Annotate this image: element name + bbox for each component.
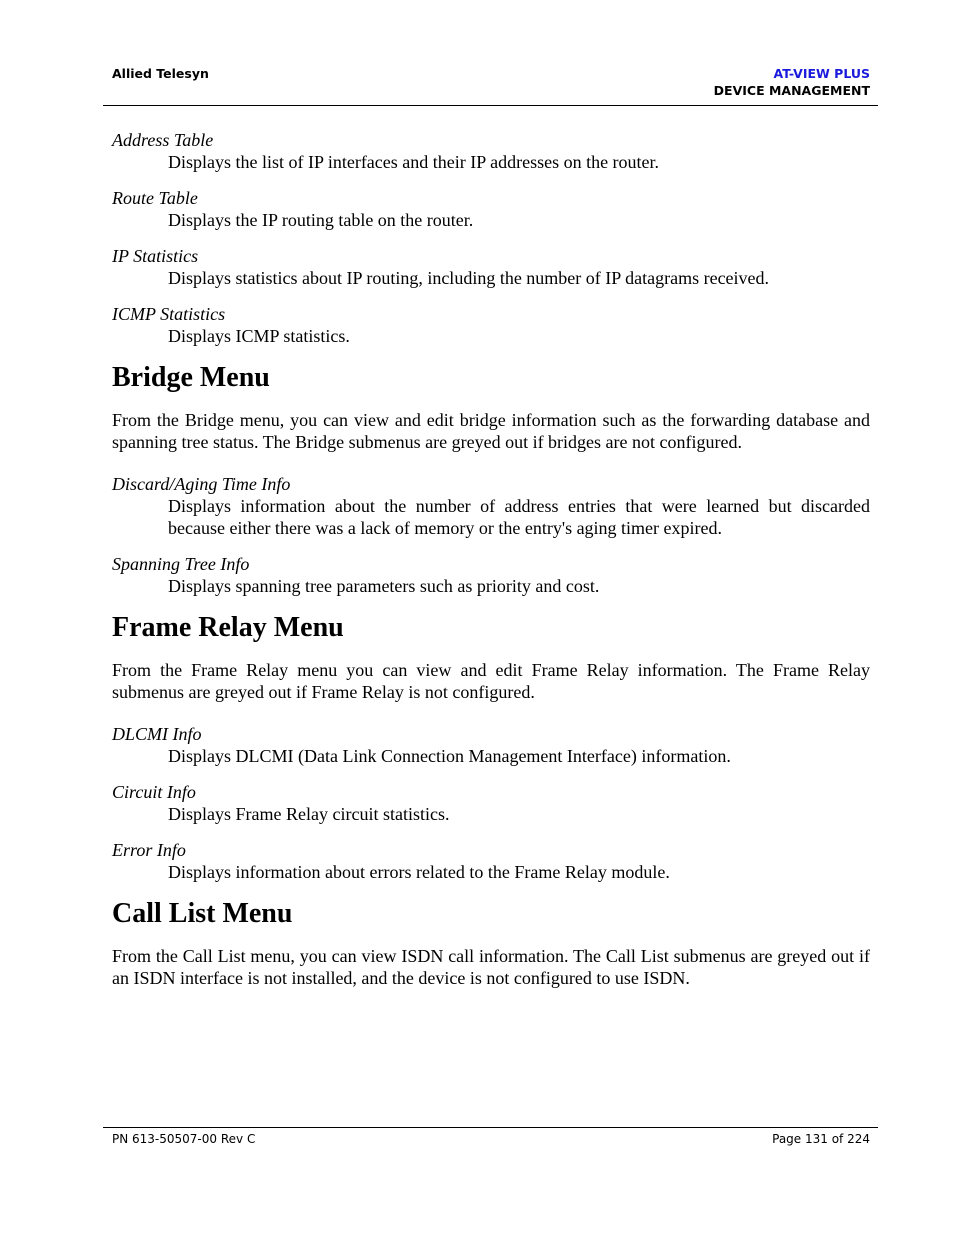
entry-term: Route Table [112,188,198,208]
page-number: Page 131 of 224 [772,1132,870,1146]
bridge-menu-intro: From the Bridge menu, you can view and edit bridge information such as the forwarding database and spanning tree status. The Bridge submenus are greyed out if bridges are not configured. [112,410,870,452]
definition-entry [112,303,870,347]
bridge-menu-heading: Bridge Menu [112,362,270,393]
page-content [112,129,870,1009]
entry-term: Error Info [112,840,186,860]
entry-term: IP Statistics [112,246,199,266]
entry-description: Displays statistics about IP routing, including the number of IP datagrams received. [168,268,770,288]
entry-term: ICMP Statistics [112,304,226,324]
definition-entry [112,781,870,825]
entry-term: Spanning Tree Info [112,554,250,574]
page-footer [103,1127,878,1146]
frame-relay-menu-heading: Frame Relay Menu [112,612,344,643]
product-name: AT-VIEW PLUS [773,66,870,81]
definition-entry [112,839,870,883]
definition-entry [112,245,870,289]
section-name: DEVICE MANAGEMENT [713,83,870,98]
call-list-menu-heading: Call List Menu [112,898,293,929]
call-list-menu-intro: From the Call List menu, you can view ISDN call information. The Call List submenus are greyed out if an ISDN interface is not installed, and the device is not configured to use ISDN. [112,946,870,988]
entry-description: Displays ICMP statistics. [168,326,350,346]
definition-entry [112,553,870,597]
definition-entry [112,187,870,231]
entry-description: Displays the list of IP interfaces and their IP addresses on the router. [168,152,660,172]
definition-entry [112,723,870,767]
part-number: PN 613-50507-00 Rev C [112,1132,256,1146]
entry-term: DLCMI Info [112,724,202,744]
frame-relay-menu-intro: From the Frame Relay menu you can view and edit Frame Relay information. The Frame Relay submenus are greyed out if Frame Relay is not configured. [112,660,870,702]
entry-description: Displays Frame Relay circuit statistics. [168,804,450,824]
definition-entry [112,473,870,539]
entry-description: Displays information about errors related to the Frame Relay module. [168,862,670,882]
entry-description: Displays information about the number of address entries that were learned but discarded because either there was a lack of memory or the entry's aging timer expired. [168,496,870,538]
entry-term: Discard/Aging Time Info [112,474,291,494]
entry-description: Displays DLCMI (Data Link Connection Management Interface) information. [168,746,731,766]
entry-description: Displays spanning tree parameters such as priority and cost. [168,576,600,596]
entry-term: Circuit Info [112,782,196,802]
page-header [103,60,878,106]
entry-description: Displays the IP routing table on the router. [168,210,474,230]
entry-term: Address Table [112,130,214,150]
definition-entry [112,129,870,173]
company-name: Allied Telesyn [112,66,209,81]
